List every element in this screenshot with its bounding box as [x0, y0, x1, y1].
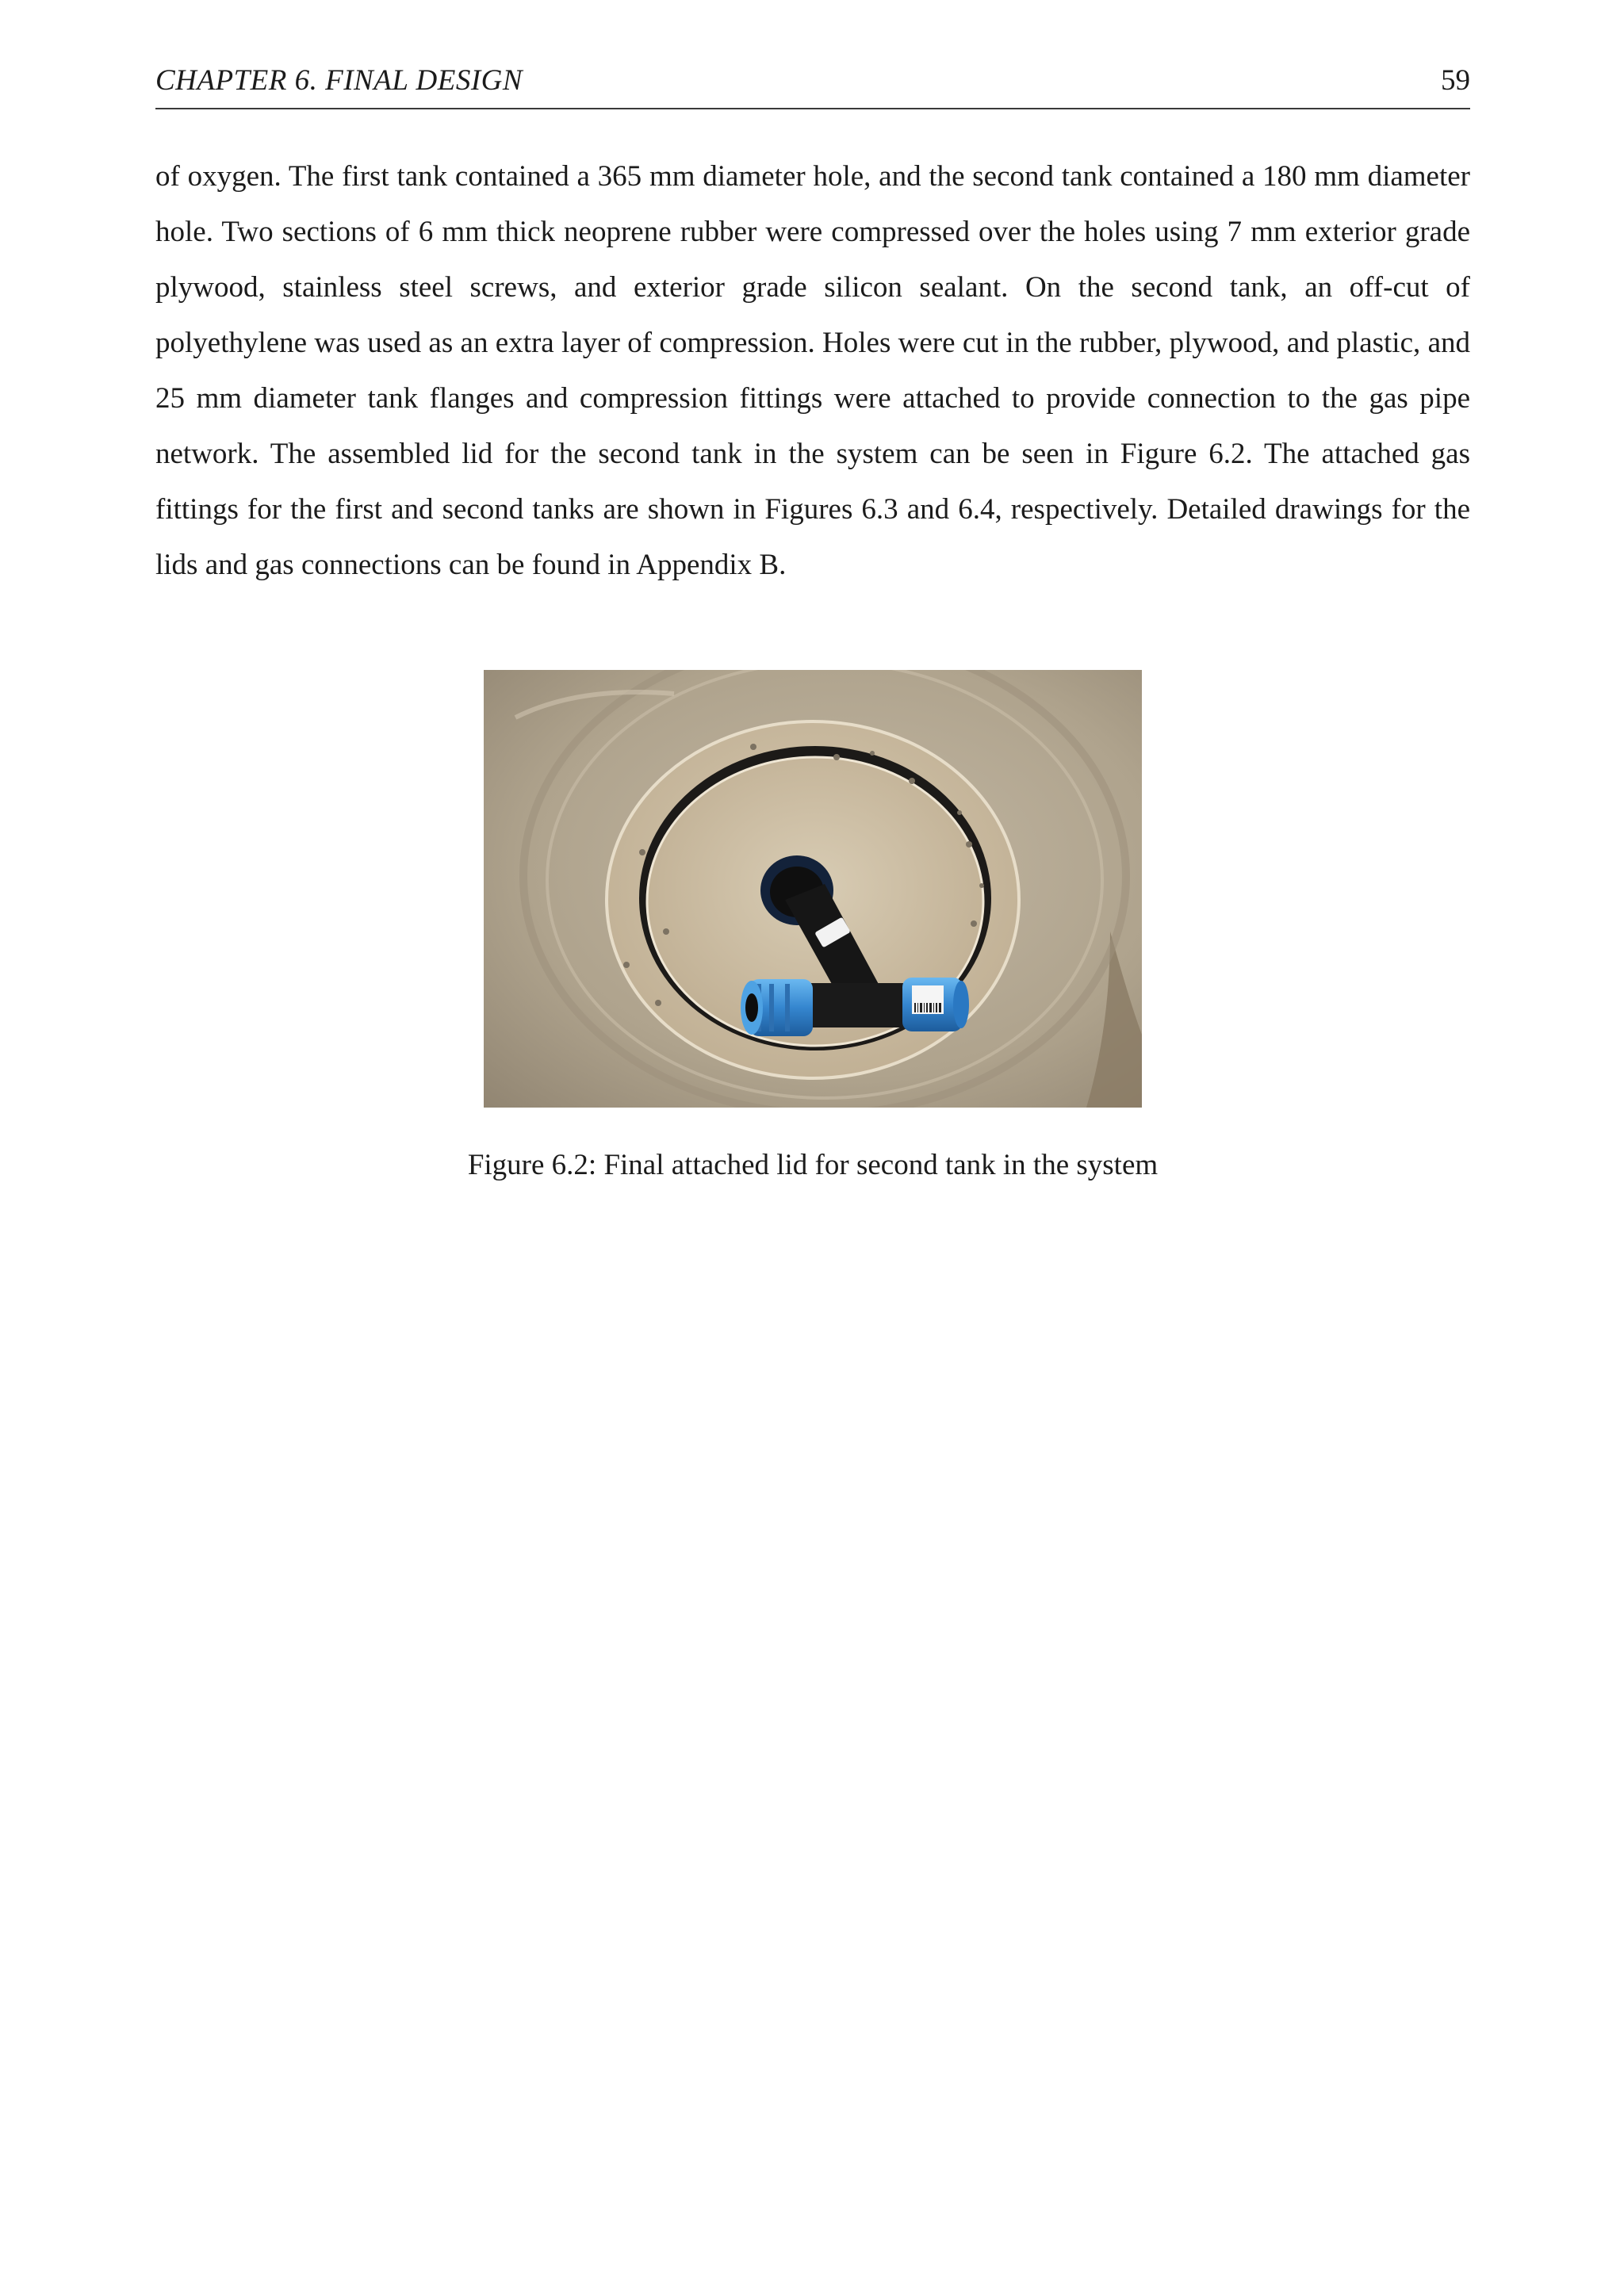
figure-photo-tank-lid — [484, 670, 1142, 1108]
body-paragraph: of oxygen. The first tank contained a 365 mm diameter hole, and the second tank contained a 180 mm diameter hole. Two sections of 6 mm thick neoprene rubber were compressed over the holes using 7 mm exterior grade plywood, stainless steel screws, and exterior grade silicon sealant. On the second tank, an off-cut of polyethylene was used as an extra layer of compression. Holes were cut in the rubber, plywood, and plastic, and 25 mm diameter tank flanges and compression fittings were attached to provide connection to the gas pipe network. The assembled lid for the second tank in the system can be seen in Figure 6.2. The attached gas fittings for the first and second tanks are shown in Figures 6.3 and 6.4, respectively. Detailed drawings for the lids and gas connections can be found in Appendix B. — [155, 160, 1470, 581]
running-header — [155, 62, 1470, 109]
tank-lid-photo — [484, 670, 1142, 1108]
page-number: 59 — [1441, 64, 1470, 97]
figure-caption: Figure 6.2: Final attached lid for second tank in the system — [467, 1149, 1159, 1181]
chapter-title: CHAPTER 6. FINAL DESIGN — [155, 64, 523, 97]
